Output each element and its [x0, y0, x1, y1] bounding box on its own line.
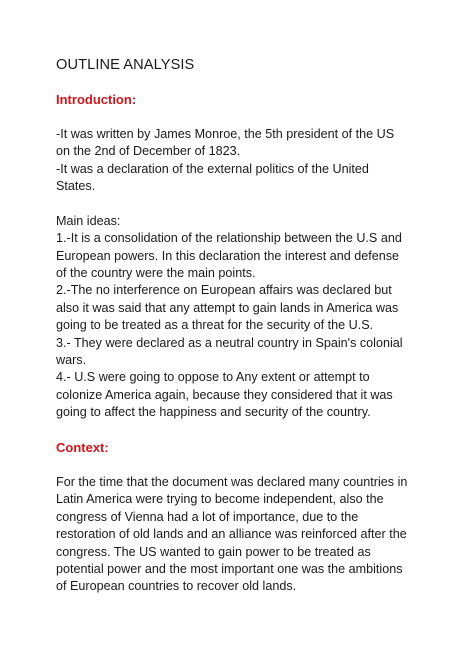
context-paragraph [56, 474, 426, 596]
text-line: of the country were the main points. [56, 266, 256, 281]
text-line: on the 2nd of December of 1823. [56, 144, 241, 159]
text-line: For the time that the document was declared many countries in [56, 474, 408, 489]
document-body [56, 56, 426, 596]
main-ideas-label: Main ideas: [56, 213, 121, 228]
page-title: OUTLINE ANALYSIS [56, 57, 195, 73]
text-line: colonize America again, because they considered that it was [56, 387, 393, 402]
text-line: 3.- They were declared as a neutral country in Spain's colonial [56, 335, 403, 350]
text-line: congress of Vienna had a lot of importance, due to the [56, 509, 359, 524]
text-line: -It was a declaration of the external politics of the United [56, 161, 369, 176]
text-line: going to be treated as a threat for the security of the U.S. [56, 318, 374, 333]
text-line: -It was written by James Monroe, the 5th president of the US [56, 126, 395, 141]
text-line: 1.-It is a consolidation of the relationship between the U.S and [56, 231, 402, 246]
context-heading: Context: [56, 440, 109, 456]
spacer [56, 422, 426, 439]
text-line: of European countries to recover old lands. [56, 579, 297, 594]
introduction-heading: Introduction: [56, 92, 137, 107]
text-line: European powers. In this declaration the interest and defense [56, 248, 400, 263]
text-line: Latin America were trying to become independent, also the [56, 492, 384, 507]
spacer [56, 456, 426, 473]
text-line: potential power and the most important one was the ambitions [56, 561, 403, 576]
text-line: also it was said that any attempt to gain lands in America was [56, 300, 399, 315]
text-line: congress. The US wanted to gain power to be treated as [56, 544, 371, 559]
main-ideas-list [56, 230, 426, 421]
introduction-paragraph [56, 126, 426, 196]
text-line: 4.- U.S were going to oppose to Any extent or attempt to [56, 370, 370, 385]
spacer [56, 195, 426, 212]
text-line: restoration of old lands and an alliance was reinforced after the [56, 527, 407, 542]
text-line: going to affect the happiness and security of the country. [56, 405, 371, 420]
text-line: wars. [56, 353, 87, 368]
spacer [56, 108, 426, 125]
text-line: States. [56, 179, 96, 194]
text-line: 2.-The no interference on European affairs was declared but [56, 283, 392, 298]
